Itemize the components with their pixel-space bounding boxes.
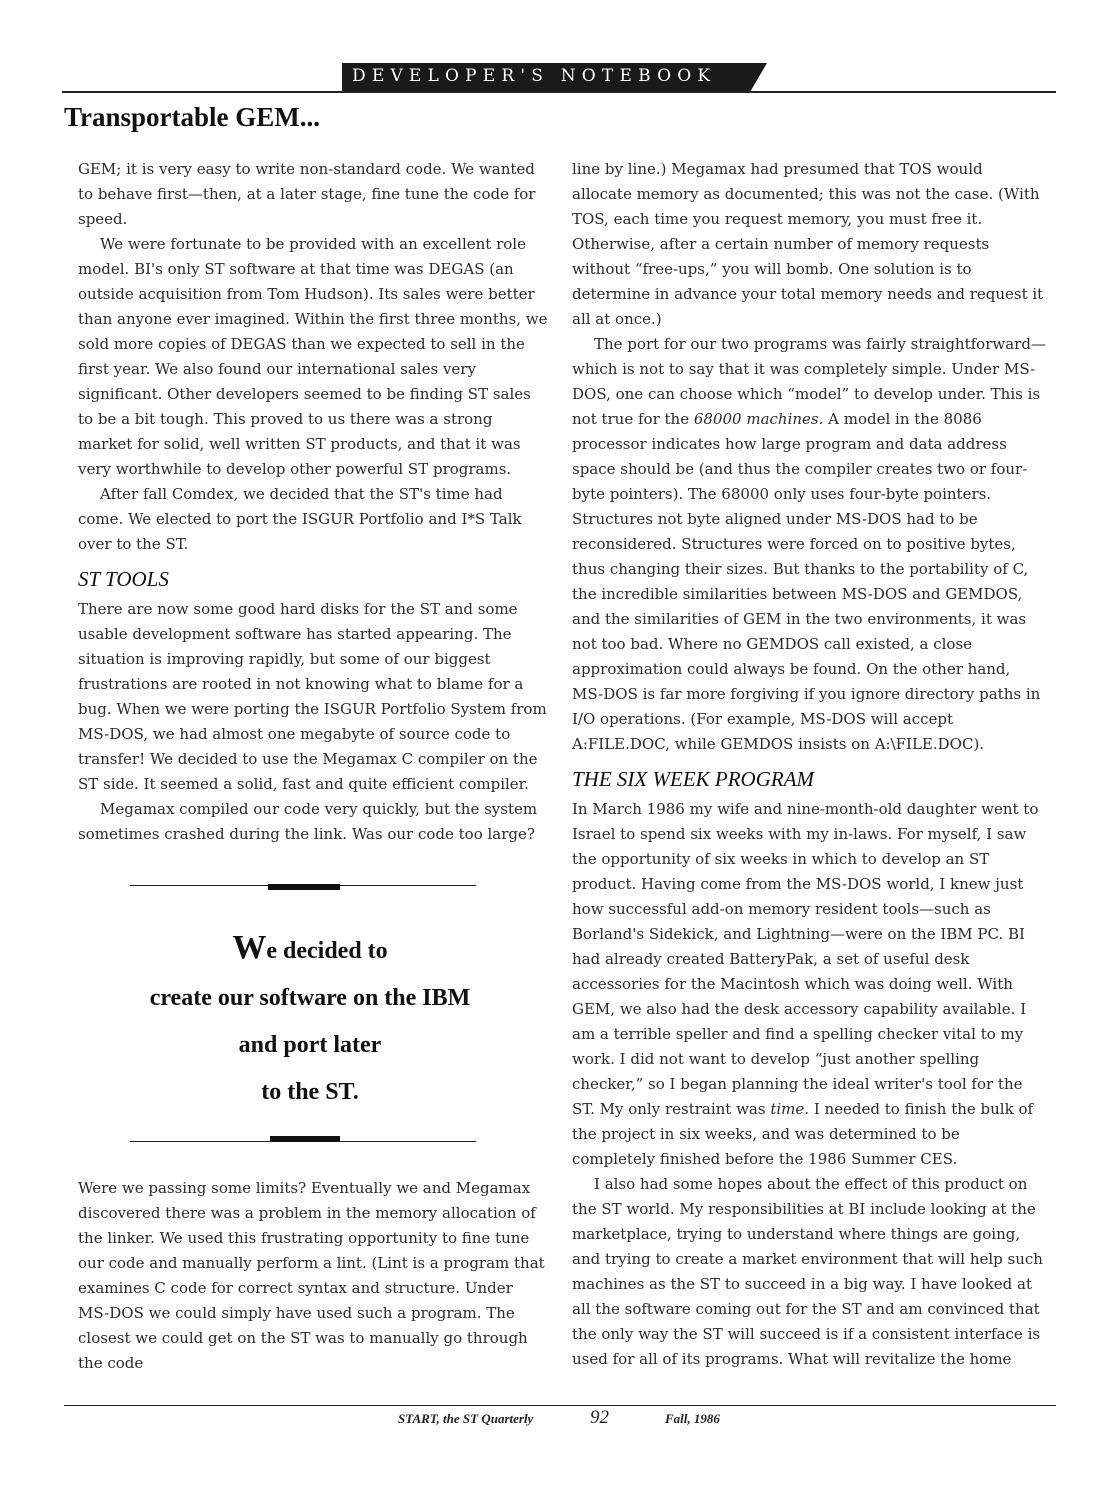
paragraph xyxy=(572,797,1046,1172)
paragraph-emphasis: time. xyxy=(770,1100,810,1118)
pull-quote-bar-top xyxy=(268,884,340,890)
header-rule xyxy=(340,91,1056,93)
paragraph xyxy=(572,332,1046,757)
pull-quote xyxy=(110,924,510,1116)
left-column-bottom xyxy=(78,1176,548,1376)
article-title: Transportable GEM... xyxy=(64,102,320,132)
right-column xyxy=(572,157,1046,1372)
footer-issue: Fall, 1986 xyxy=(665,1411,720,1426)
left-column-top xyxy=(78,157,548,847)
paragraph: Were we passing some limits? Eventually we and Megamax discovered there was a problem in the memory allocation of the linker. We used this frustrating opportunity to fine tune our code and manually perform a lint. (Lint is a program that examines C code for correct syntax and structure. Under MS-DOS we could simply have used such a program. The closest we could get on the ST was to manually go through the code xyxy=(78,1179,545,1372)
footer-rule xyxy=(64,1405,1056,1406)
paragraph: There are now some good hard disks for the ST and some usable development software has started appearing. The situation is improving rapidly, but some of our biggest frustrations are rooted in not knowing what to blame for a bug. When we were porting the ISGUR Portfolio System from MS-DOS, we had almost one megabyte of source code to transfer! We decided to use the Megamax C compiler on the ST side. It seemed a solid, fast and quite efficient compiler. xyxy=(78,600,547,793)
paragraph-text: The port for our two programs was fairly straightforward—which is not to say that it was completely simple. Under MS-DOS, one can choose which “model” to develop under. This is not true for the xyxy=(572,335,1046,428)
pull-quote-dropcap: W xyxy=(232,929,267,966)
header-rule-left xyxy=(62,91,342,93)
paragraph: After fall Comdex, we decided that the ST's time had come. We elected to port the ISGUR Portfolio and I*S Talk over to the ST. xyxy=(78,485,522,553)
pull-quote-line xyxy=(110,924,510,975)
paragraph: I also had some hopes about the effect of this product on the ST world. My responsibilities at BI include looking at the marketplace, trying to understand where things are going, and trying to create a market environment that will help such machines as the ST to succeed in a big way. I have looked at all the software coming out for the ST and am convinced that the only way the ST will succeed is if a consistent interface is used for all of its programs. What will revitalize the home xyxy=(572,1175,1043,1368)
paragraph-text: In March 1986 my wife and nine-month-old daughter went to Israel to spend six weeks with my in-laws. For myself, I saw the opportunity of six weeks in which to develop an ST product. Having come from the MS-DOS world, I knew just how successful add-on memory resident tools—such as Borland's Sidekick, and Lightning—were on the IBM PC. BI had already created BatteryPak, a set of useful desk accessories for the Macintosh which was doing well. With GEM, we also had the desk accessory capability available. I am a terrible speller and find a spelling checker vital to my work. I did not want to develop “just another spelling checker,” so I began planning the ideal writer's tool for the ST. My only restraint was xyxy=(572,800,1039,1118)
paragraph: We were fortunate to be provided with an excellent role model. BI's only ST software at that time was DEGAS (an outside acquisition from Tom Hudson). Its sales were better than anyone ever imagined. Within the first three months, we sold more copies of DEGAS than we expected to sell in the first year. We also found our international sales very significant. Other developers seemed to be finding ST sales to be a bit tough. This proved to us there was a strong market for solid, well written ST products, and that it was very worthwhile to develop other powerful ST programs. xyxy=(78,235,548,478)
footer-publication: START, the ST Quarterly xyxy=(398,1411,534,1426)
section-label: DEVELOPER'S NOTEBOOK xyxy=(352,66,717,86)
section-heading-six-week-program: THE SIX WEEK PROGRAM xyxy=(572,767,815,791)
paragraph-text: A model in the 8086 processor indicates how large program and data address space should be (and thus the compiler creates two or four-byte pointers). The 68000 only uses four-byte pointers. Structures not byte aligned under MS-DOS had to be reconsidered. Structures were forced on to positive bytes, thus changing their sizes. But thanks to the portability of C, the incredible similarities between MS-DOS and GEMDOS, and the similarities of GEM in the two environments, it was not too bad. Where no GEMDOS call existed, a close approximation could always be found. On the other hand, MS-DOS is far more forgiving if you ignore directory paths in I/O operations. (For example, MS-DOS will accept A:FILE.DOC, while GEMDOS insists on A:\FILE.DOC). xyxy=(572,410,1041,753)
paragraph: line by line.) Megamax had presumed that TOS would allocate memory as documented; this was not the case. (With TOS, each time you request memory, you must free it. Otherwise, after a certain number of memory requests without “free-ups,” you will bomb. One solution is to determine in advance your total memory needs and request it all at once.) xyxy=(572,160,1044,328)
pull-quote-line: and port later xyxy=(238,1032,382,1058)
paragraph-text: I needed to finish the bulk of the project in six weeks, and was determined to be completely finished before the 1986 Summer CES. xyxy=(572,1100,1034,1168)
section-heading-st-tools: ST TOOLS xyxy=(78,567,169,591)
paragraph-emphasis: 68000 machines. xyxy=(693,410,824,428)
pull-quote-line: to the ST. xyxy=(261,1079,359,1105)
paragraph: GEM; it is very easy to write non-standard code. We wanted to behave first—then, at a later stage, fine tune the code for speed. xyxy=(78,160,536,228)
paragraph: Megamax compiled our code very quickly, but the system sometimes crashed during the link. Was our code too large? xyxy=(78,800,538,843)
pull-quote-bar-bottom xyxy=(270,1136,340,1142)
pull-quote-text: e decided to xyxy=(266,938,388,964)
page-number: 92 xyxy=(590,1407,609,1428)
pull-quote-line: create our software on the IBM xyxy=(149,985,471,1011)
